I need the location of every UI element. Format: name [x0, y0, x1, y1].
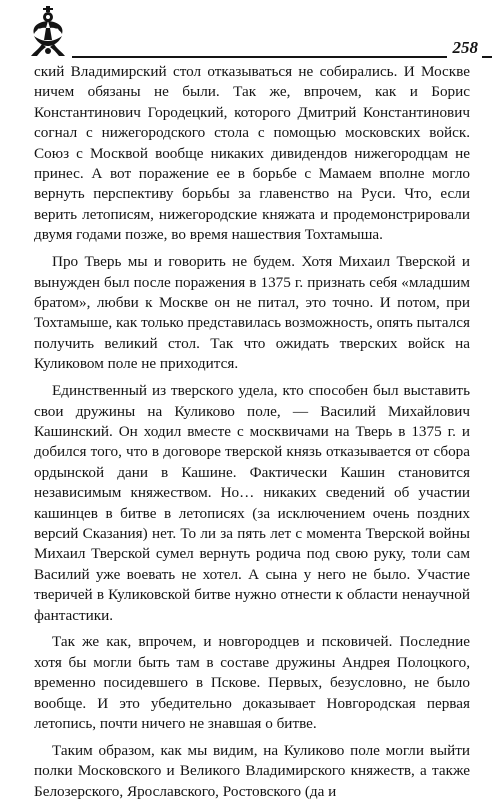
paragraph: Так же как, впрочем, и новгородцев и псковичей. Последние хотя бы могли быть там в составе дружины Андрея Полоцкого, временно посидевшего в Пскове. Первых, безусловно, не было вообще. И это убедительно доказывает Новгородская первая летопись, почти ничего не знавшая о битве.: [34, 633, 470, 733]
page-number: 258: [447, 38, 483, 58]
paragraph: Таким образом, как мы видим, на Куликово поле могли выйти полки Московского и Великого Владимирского княжеств, а также Белозерского, Ярославского, Ростовского (да и: [34, 742, 470, 800]
paragraph: ский Владимирский стол отказываться не собирались. И Москве ничем обязаны не были. Так же, впрочем, как и Борис Константинович Городецкий, которого Дмитрий Константинович согнал с нижегородского стола с помощью московских войск. Союз с Москвой вообще никаких дивидендов нижегородцам не принес. А вот поражение ее в борьбе с Мамаем вполне могло вернуть перспективу борьбы за главенство на Руси. Что, если верить летописям, нижегородские княжата и продемонстрировали двумя годами позже, во время нашествия Тохтамыша.: [34, 63, 470, 244]
paragraph: Про Тверь мы и говорить не будем. Хотя Михаил Тверской и вынужден был после поражения в 1375 г. признать себя «младшим братом», любви к Москве он не питал, это точно. И потом, при Тохтамыше, как только представилась возможность, опять пытался получить великий стол. Так что ожидать тверских войск на Куликовом поле не приходится.: [34, 253, 470, 373]
header-rule: [72, 56, 492, 58]
paragraph: Единственный из тверского удела, кто способен был выставить свои дружины на Куликово поле, — Василий Михайлович Кашинский. Он ходил вместе с москвичами на Тверь в 1375 г. и добился того, что в договоре тверской князь отказывается от сбора ордынской дани в Кашине. Фактически Кашин становится независимым княжеством. Но… никаких сведений об участии кашинцев в битве в летописях (за исключением очень поздних версий Сказания) нет. То ли за пять лет с момента Тверской войны Михаил Тверской сумел вернуть родича под свою руку, толи сам Василий уже воевать не хотел. А сына у него не было. Участие тверичей в Куликовской битве нужно отнести к области ненаучной фантастики.: [34, 382, 470, 624]
body-text: [34, 62, 470, 809]
ornamental-cross-icon: [28, 6, 68, 58]
